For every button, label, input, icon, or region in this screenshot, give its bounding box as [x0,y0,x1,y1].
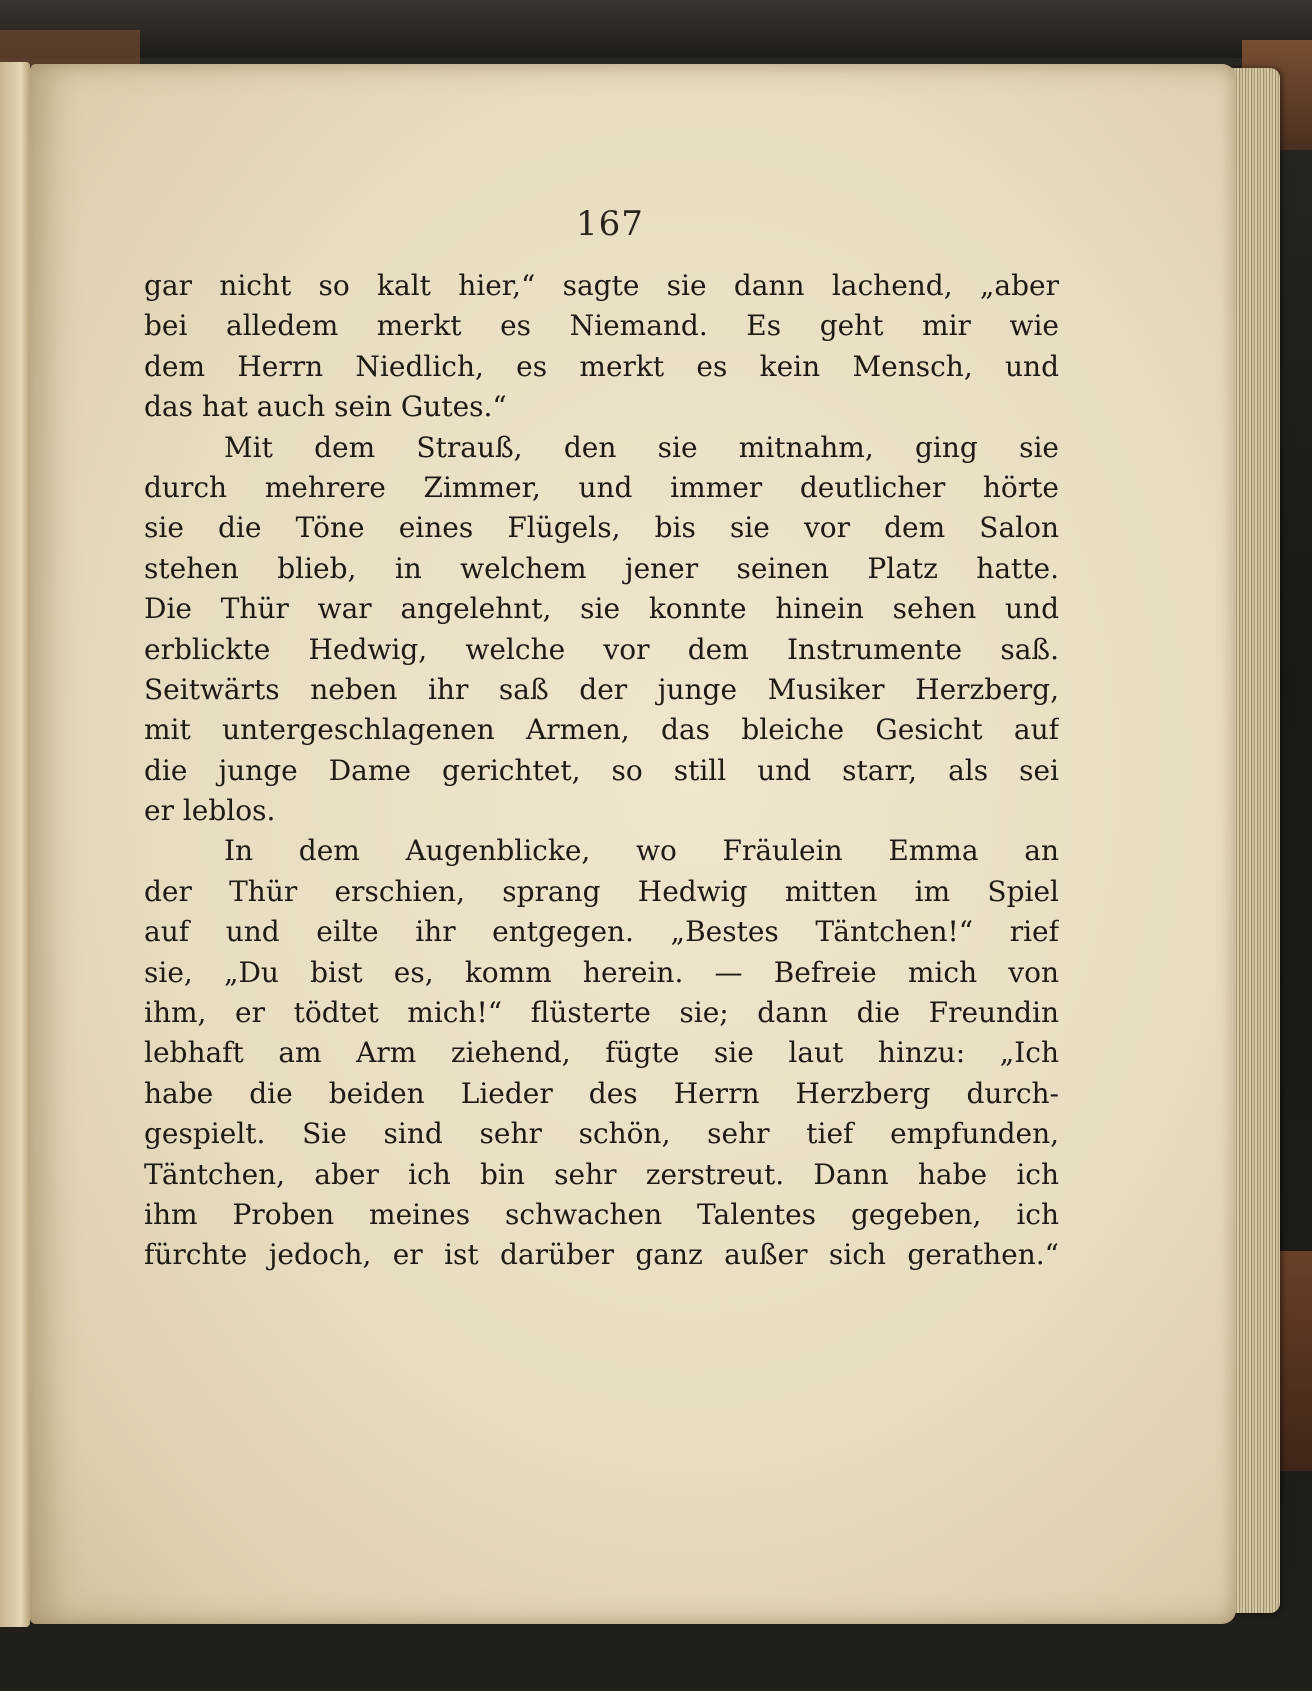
text-line: ihm Proben meines schwachen Talentes gegeben, ich [144,1197,1059,1231]
text-line: lebhaft am Arm ziehend, fügte sie laut hinzu: „Ich [144,1036,1059,1070]
text-line: durch mehrere Zimmer, und immer deutlicher hörte [144,470,1059,504]
text-line: gespielt. Sie sind sehr schön, sehr tief empfunden, [144,1117,1059,1151]
facing-page-edge [0,62,30,1627]
text-line: auf und eilte ihr entgegen. „Bestes Täntchen!“ rief [144,915,1059,949]
text-line: Mit dem Strauß, den sie mitnahm, ging sie [224,430,1059,464]
leather-corner-top-left [0,30,140,66]
text-line: habe die beiden Lieder des Herrn Herzberg durch- [144,1076,1059,1110]
text-line: sie, „Du bist es, komm herein. — Befreie mich von [144,955,1059,989]
text-line: Täntchen, aber ich bin sehr zerstreut. Dann habe ich [144,1157,1059,1191]
text-line: das hat auch sein Gutes.“ [144,390,507,424]
text-line: die junge Dame gerichtet, so still und starr, als sei [144,753,1059,787]
text-line: erblickte Hedwig, welche vor dem Instrumente saß. [144,632,1059,666]
text-line: der Thür erschien, sprang Hedwig mitten im Spiel [144,874,1059,908]
text-line: In dem Augenblicke, wo Fräulein Emma an [224,834,1059,868]
text-line: er leblos. [144,794,276,828]
text-line: Seitwärts neben ihr saß der junge Musiker Herzberg, [144,672,1059,706]
text-line: gar nicht so kalt hier,“ sagte sie dann lachend, „aber [144,269,1059,302]
page-number: 167 [576,204,644,244]
book-page [30,64,1236,1624]
text-line: sie die Töne eines Flügels, bis sie vor dem Salon [144,511,1059,545]
text-line: stehen blieb, in welchem jener seinen Platz hatte. [144,551,1059,585]
cover-top-edge [0,0,1312,58]
text-line: ihm, er tödtet mich!“ flüsterte sie; dann die Freundin [144,996,1059,1030]
text-line: bei alledem merkt es Niemand. Es geht mir wie [144,309,1059,343]
body-text [144,266,1059,1276]
text-line: dem Herrn Niedlich, es merkt es kein Mensch, und [144,349,1059,383]
text-line: mit untergeschlagenen Armen, das bleiche Gesicht auf [144,713,1059,747]
text-line: fürchte jedoch, er ist darüber ganz außer sich gerathen.“ [144,1238,1059,1272]
text-line: Die Thür war angelehnt, sie konnte hinein sehen und [144,592,1059,626]
